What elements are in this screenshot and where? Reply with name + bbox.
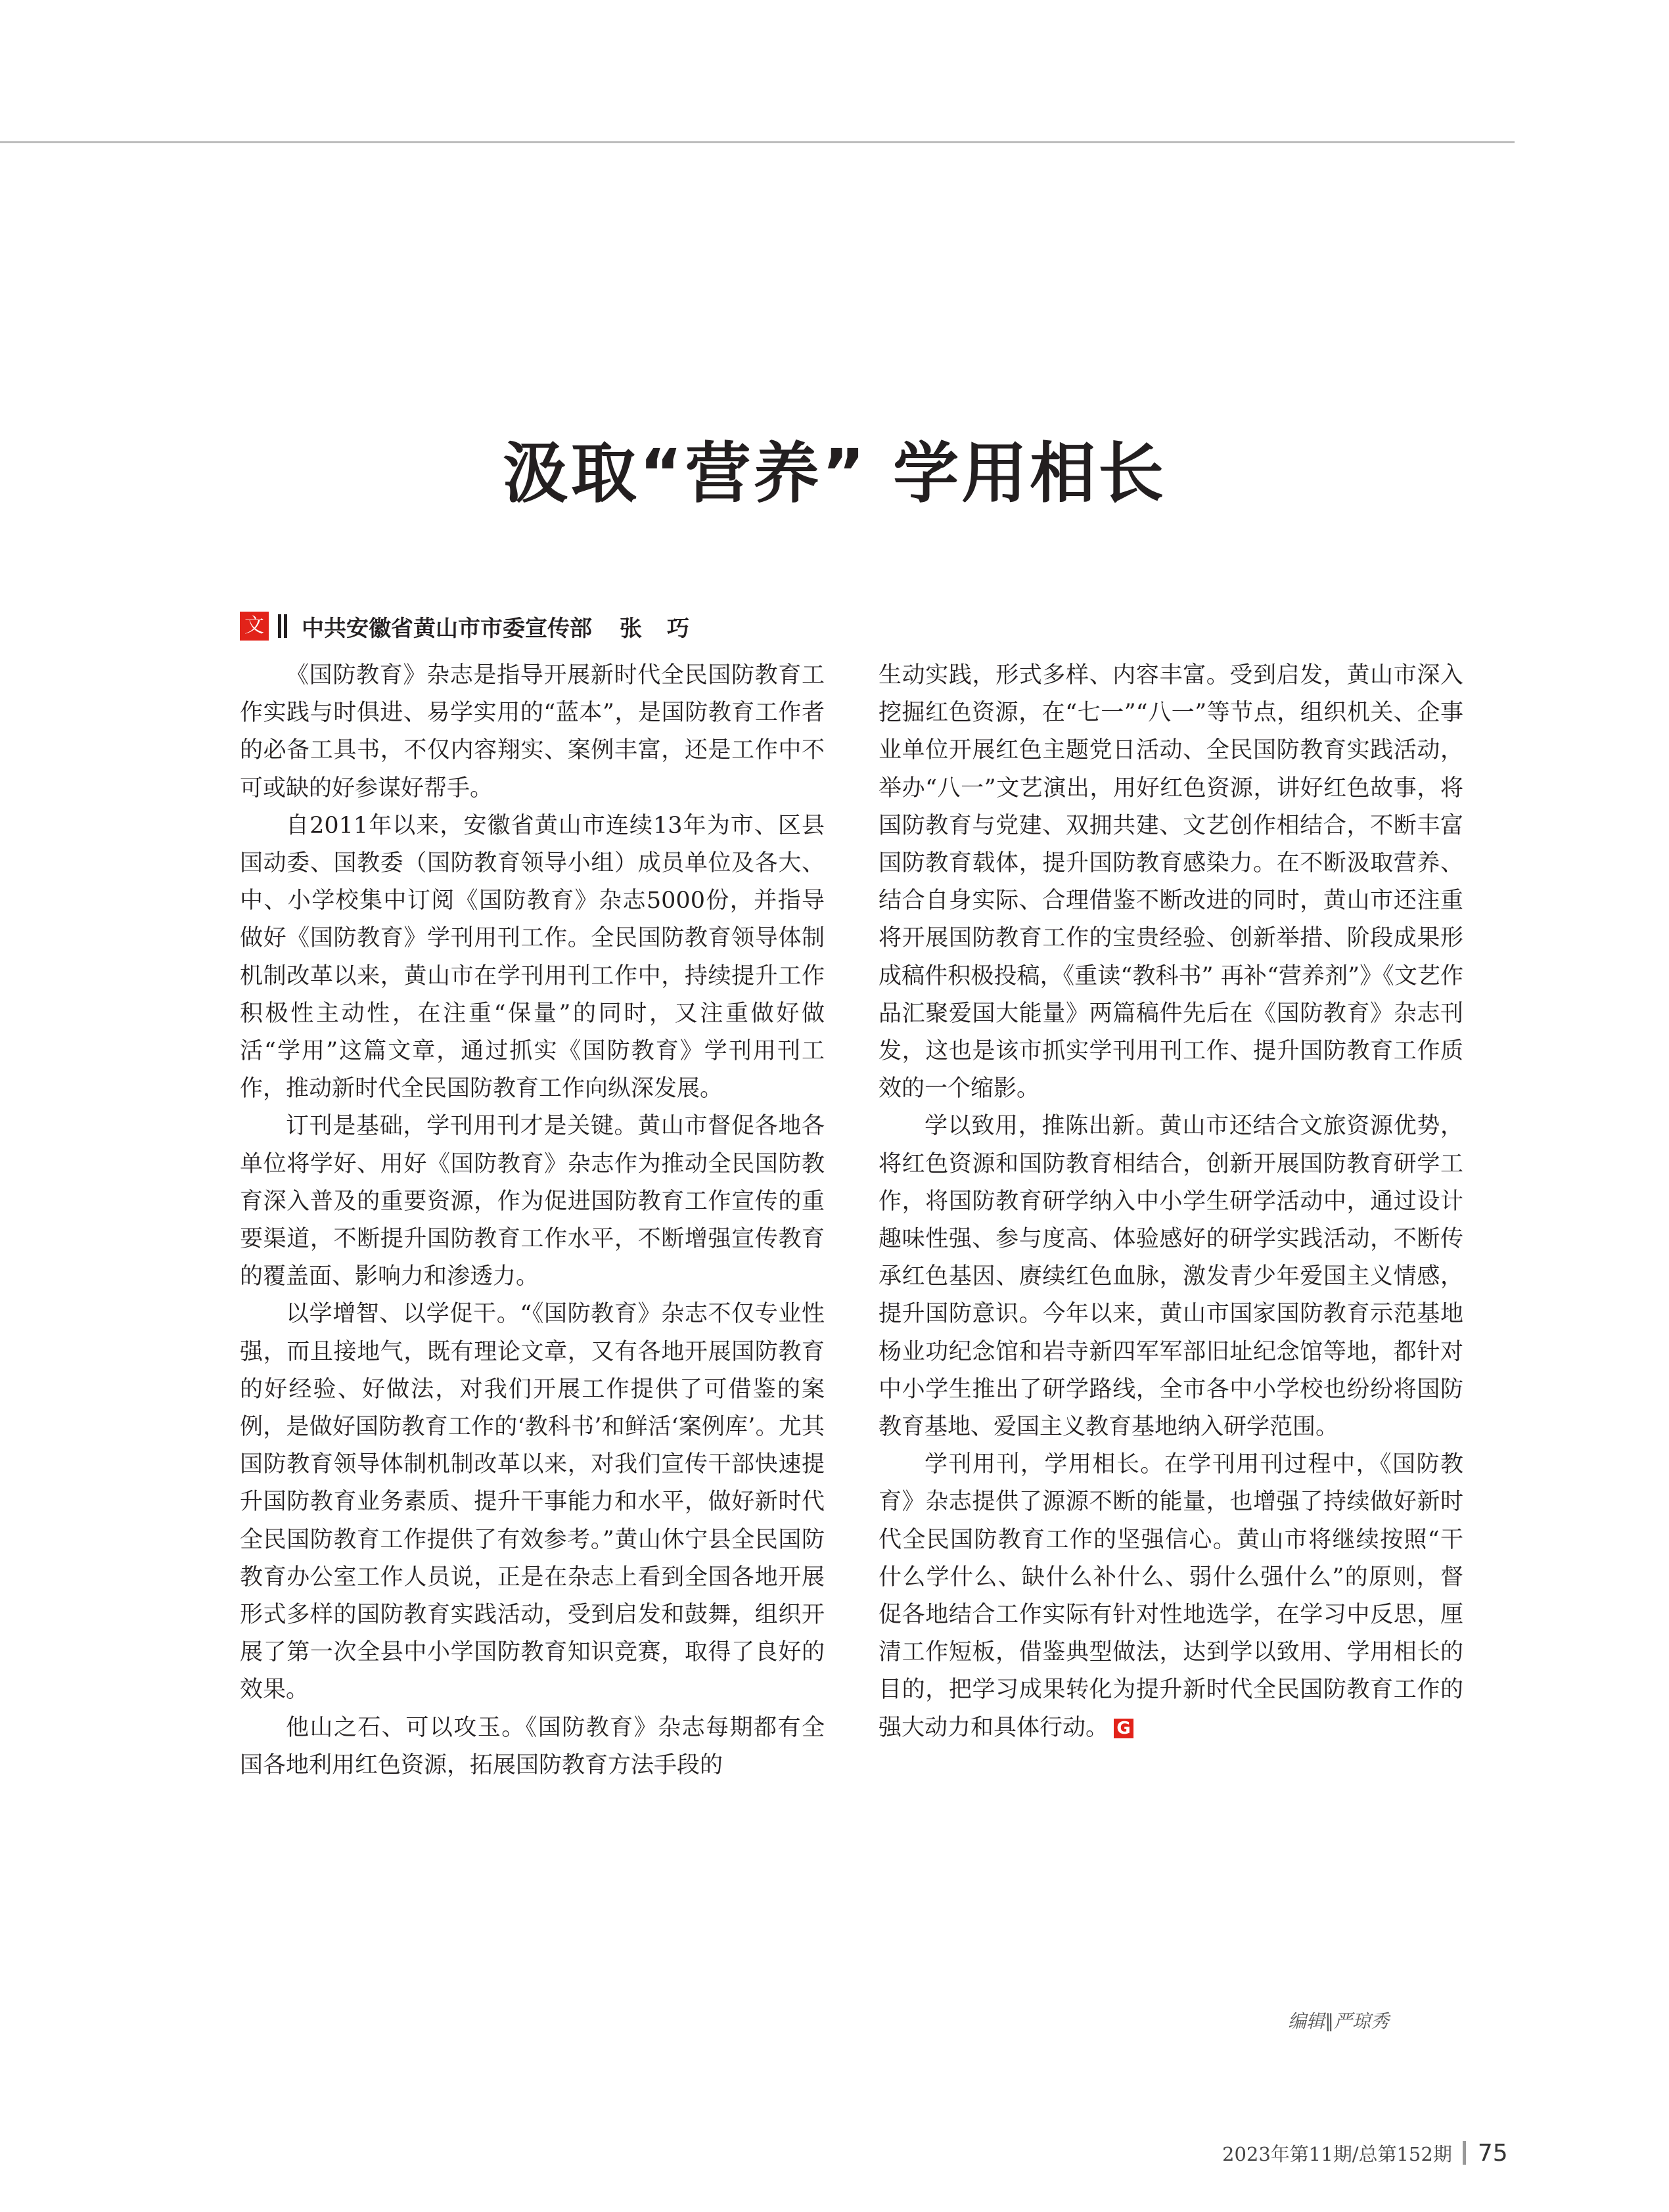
end-mark-icon: G	[1114, 1719, 1133, 1738]
byline	[240, 610, 714, 643]
page-number: 75	[1477, 2139, 1508, 2167]
right-column	[879, 657, 1463, 1747]
byline-org: 中共安徽省黄山市市委宣传部	[302, 615, 592, 642]
page-footer	[1222, 2136, 1508, 2169]
paragraph: 学以致用，推陈出新。黄山市还结合文旅资源优势，将红色资源和国防教育相结合，创新开展国防教育研学工作，将国防教育研学纳入中小学生研学活动中，通过设计趣味性强、参与度高、体验感好的研学实践活动，不断传承红色基因、赓续红色血脉，激发青少年爱国主义情感，提升国防意识。今年以来，黄山市国家国防教育示范基地杨业功纪念馆和岩寺新四军军部旧址纪念馆等地，都针对中小学生推出了研学路线，全市各中小学校也纷纷将国防教育基地、爱国主义教育基地纳入研学范围。	[879, 1113, 1463, 1441]
paragraph: 以学增智、以学促干。“《国防教育》杂志不仅专业性强，而且接地气，既有理论文章，又有各地开展国防教育的好经验、好做法，对我们开展工作提供了可借鉴的案例，是做好国防教育工作的‘教科书’和鲜活‘案例库’。尤其国防教育领导体制机制改革以来，对我们宣传干部快速提升国防教育业务素质、提升干事能力和水平，做好新时代全民国防教育工作提供了有效参考。”黄山休宁县全民国防教育办公室工作人员说，正是在杂志上看到全国各地开展形式多样的国防教育实践活动，受到启发和鼓舞，组织开展了第一次全县中小学国防教育知识竞赛，取得了良好的效果。	[240, 1301, 825, 1704]
byline-separator	[284, 614, 287, 638]
left-column	[240, 657, 825, 1784]
issue-info: 2023年第11期/总第152期	[1222, 2142, 1452, 2165]
paragraph: 自2011年以来，安徽省黄山市连续13年为市、区县国动委、国教委（国防教育领导小组）成员单位及各大、中、小学校集中订阅《国防教育》杂志5000份，并指导做好《国防教育》学刊用刊工作。全民国防教育领导体制机制改革以来，黄山市在学刊用刊工作中，持续提升工作积极性主动性，在注重“保量”的同时，又注重做好做活“学用”这篇文章，通过抓实《国防教育》学刊用刊工作，推动新时代全民国防教育工作向纵深发展。	[240, 812, 825, 1102]
header-rule	[0, 141, 1515, 143]
article-title: 汲取“营养” 学用相长	[502, 435, 1167, 512]
paragraph: 《国防教育》杂志是指导开展新时代全民国防教育工作实践与时俱进、易学实用的“蓝本”，是国防教育工作者的必备工具书，不仅内容翔实、案例丰富，还是工作中不可或缺的好参谋好帮手。	[240, 662, 825, 801]
byline-separator	[278, 614, 281, 638]
paragraph-final	[879, 1446, 1463, 1747]
byline-author: 张巧	[620, 615, 714, 642]
paragraph: 订刊是基础，学刊用刊才是关键。黄山市督促各地各单位将学好、用好《国防教育》杂志作为推动全民国防教育深入普及的重要资源，作为促进国防教育工作宣传的重要渠道，不断提升国防教育工作水平，不断增强宣传教育的覆盖面、影响力和渗透力。	[240, 1113, 825, 1290]
paragraph: 他山之石、可以攻玉。《国防教育》杂志每期都有全国各地利用红色资源，拓展国防教育方法手段的	[240, 1714, 825, 1778]
footer-separator	[1463, 2141, 1466, 2165]
paragraph-final-text: 学刊用刊，学用相长。在学刊用刊过程中，《国防教育》杂志提供了源源不断的能量，也增强了持续做好新时代全民国防教育工作的坚强信心。黄山市将继续按照“干什么学什么、缺什么补什么、弱什么强什么”的原则，督促各地结合工作实际有针对性地选学，在学习中反思，厘清工作短板，借鉴典型做法，达到学以致用、学用相长的目的，把学习成果转化为提升新时代全民国防教育工作的强大动力和具体行动。	[879, 1451, 1463, 1741]
editor-credit: 编辑∥严琼秀	[1288, 2010, 1390, 2032]
byline-tag: 文	[240, 612, 269, 641]
paragraph-continuation: 生动实践，形式多样、内容丰富。受到启发，黄山市深入挖掘红色资源，在“七一”“八一”等节点，组织机关、企事业单位开展红色主题党日活动、全民国防教育实践活动，举办“八一”文艺演出，用好红色资源，讲好红色故事，将国防教育与党建、双拥共建、文艺创作相结合，不断丰富国防教育载体，提升国防教育感染力。在不断汲取营养、结合自身实际、合理借鉴不断改进的同时，黄山市还注重将开展国防教育工作的宝贵经验、创新举措、阶段成果形成稿件积极投稿，《重读“教科书” 再补“营养剂”》《文艺作品汇聚爱国大能量》两篇稿件先后在《国防教育》杂志刊发，这也是该市抓实学刊用刊工作、提升国防教育工作质效的一个缩影。	[879, 662, 1463, 1102]
